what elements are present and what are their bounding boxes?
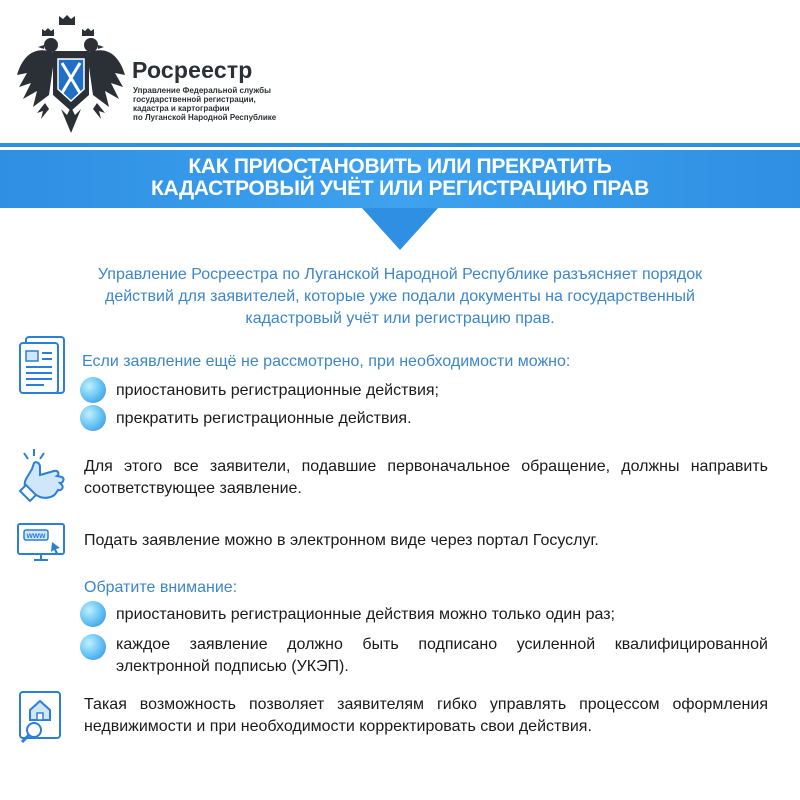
- bullet-dot: [80, 634, 106, 660]
- brand-subtitle-line: Управление Федеральной службы: [133, 86, 271, 95]
- section4-lead: Обратите внимание:: [84, 579, 238, 596]
- brand-subtitle-line: государственной регистрации,: [133, 95, 256, 104]
- section1-lead: Если заявление ещё не рассмотрено, при необходимости можно:: [82, 353, 571, 370]
- monitor-www-icon: [16, 522, 66, 566]
- section2-text: Для этого все заявители, подавшие первоначальное обращение, должны направить соответствующее заявление.: [84, 458, 768, 497]
- svg-text:www: www: [26, 531, 46, 540]
- pointing-hand-icon: [16, 447, 68, 503]
- house-search-icon: [18, 690, 66, 746]
- intro-paragraph: [40, 264, 760, 330]
- bullet-dot: [80, 405, 106, 431]
- section4-bullet: приостановить регистрационные действия можно только один раз;: [116, 606, 615, 623]
- banner-top-line: [0, 143, 800, 147]
- section1-bullet: прекратить регистрационные действия.: [116, 410, 412, 427]
- document-icon: [18, 335, 66, 395]
- double-headed-eagle-emblem-icon: [15, 15, 127, 137]
- intro-line: кадастровый учёт или регистрацию прав.: [245, 310, 555, 327]
- down-arrow-icon: [362, 208, 438, 250]
- brand-subtitle-line: по Луганской Народной Республике: [133, 113, 277, 122]
- page-title-line: КАК ПРИОСТАНОВИТЬ ИЛИ ПРЕКРАТИТЬ: [188, 155, 612, 178]
- section4-bullet: каждое заявление должно быть подписано усиленной квалифицированной электронной подписью (УКЭП).: [116, 636, 768, 675]
- header: [15, 15, 315, 140]
- brand-name: Росреестр: [132, 57, 253, 83]
- section1-bullet: приостановить регистрационные действия;: [116, 382, 439, 399]
- page-title: [0, 156, 800, 200]
- brand-subtitle-line: кадастра и картографии: [133, 104, 230, 113]
- page-title-line: КАДАСТРОВЫЙ УЧЁТ ИЛИ РЕГИСТРАЦИЮ ПРАВ: [150, 177, 650, 200]
- brand-subtitle: [133, 86, 313, 122]
- bullet-dot: [80, 601, 106, 627]
- title-banner: [0, 150, 800, 208]
- section5-text: Такая возможность позволяет заявителям гибко управлять процессом оформления недвижимости и при необходимости корректировать свои действия.: [84, 696, 768, 735]
- intro-line: действий для заявителей, которые уже подали документы на государственный: [105, 288, 695, 305]
- section3-text: Подать заявление можно в электронном виде через портал Госуслуг.: [84, 532, 599, 549]
- bullet-dot: [80, 377, 106, 403]
- intro-line: Управление Росреестра по Луганской Народной Республике разъясняет порядок: [97, 266, 703, 283]
